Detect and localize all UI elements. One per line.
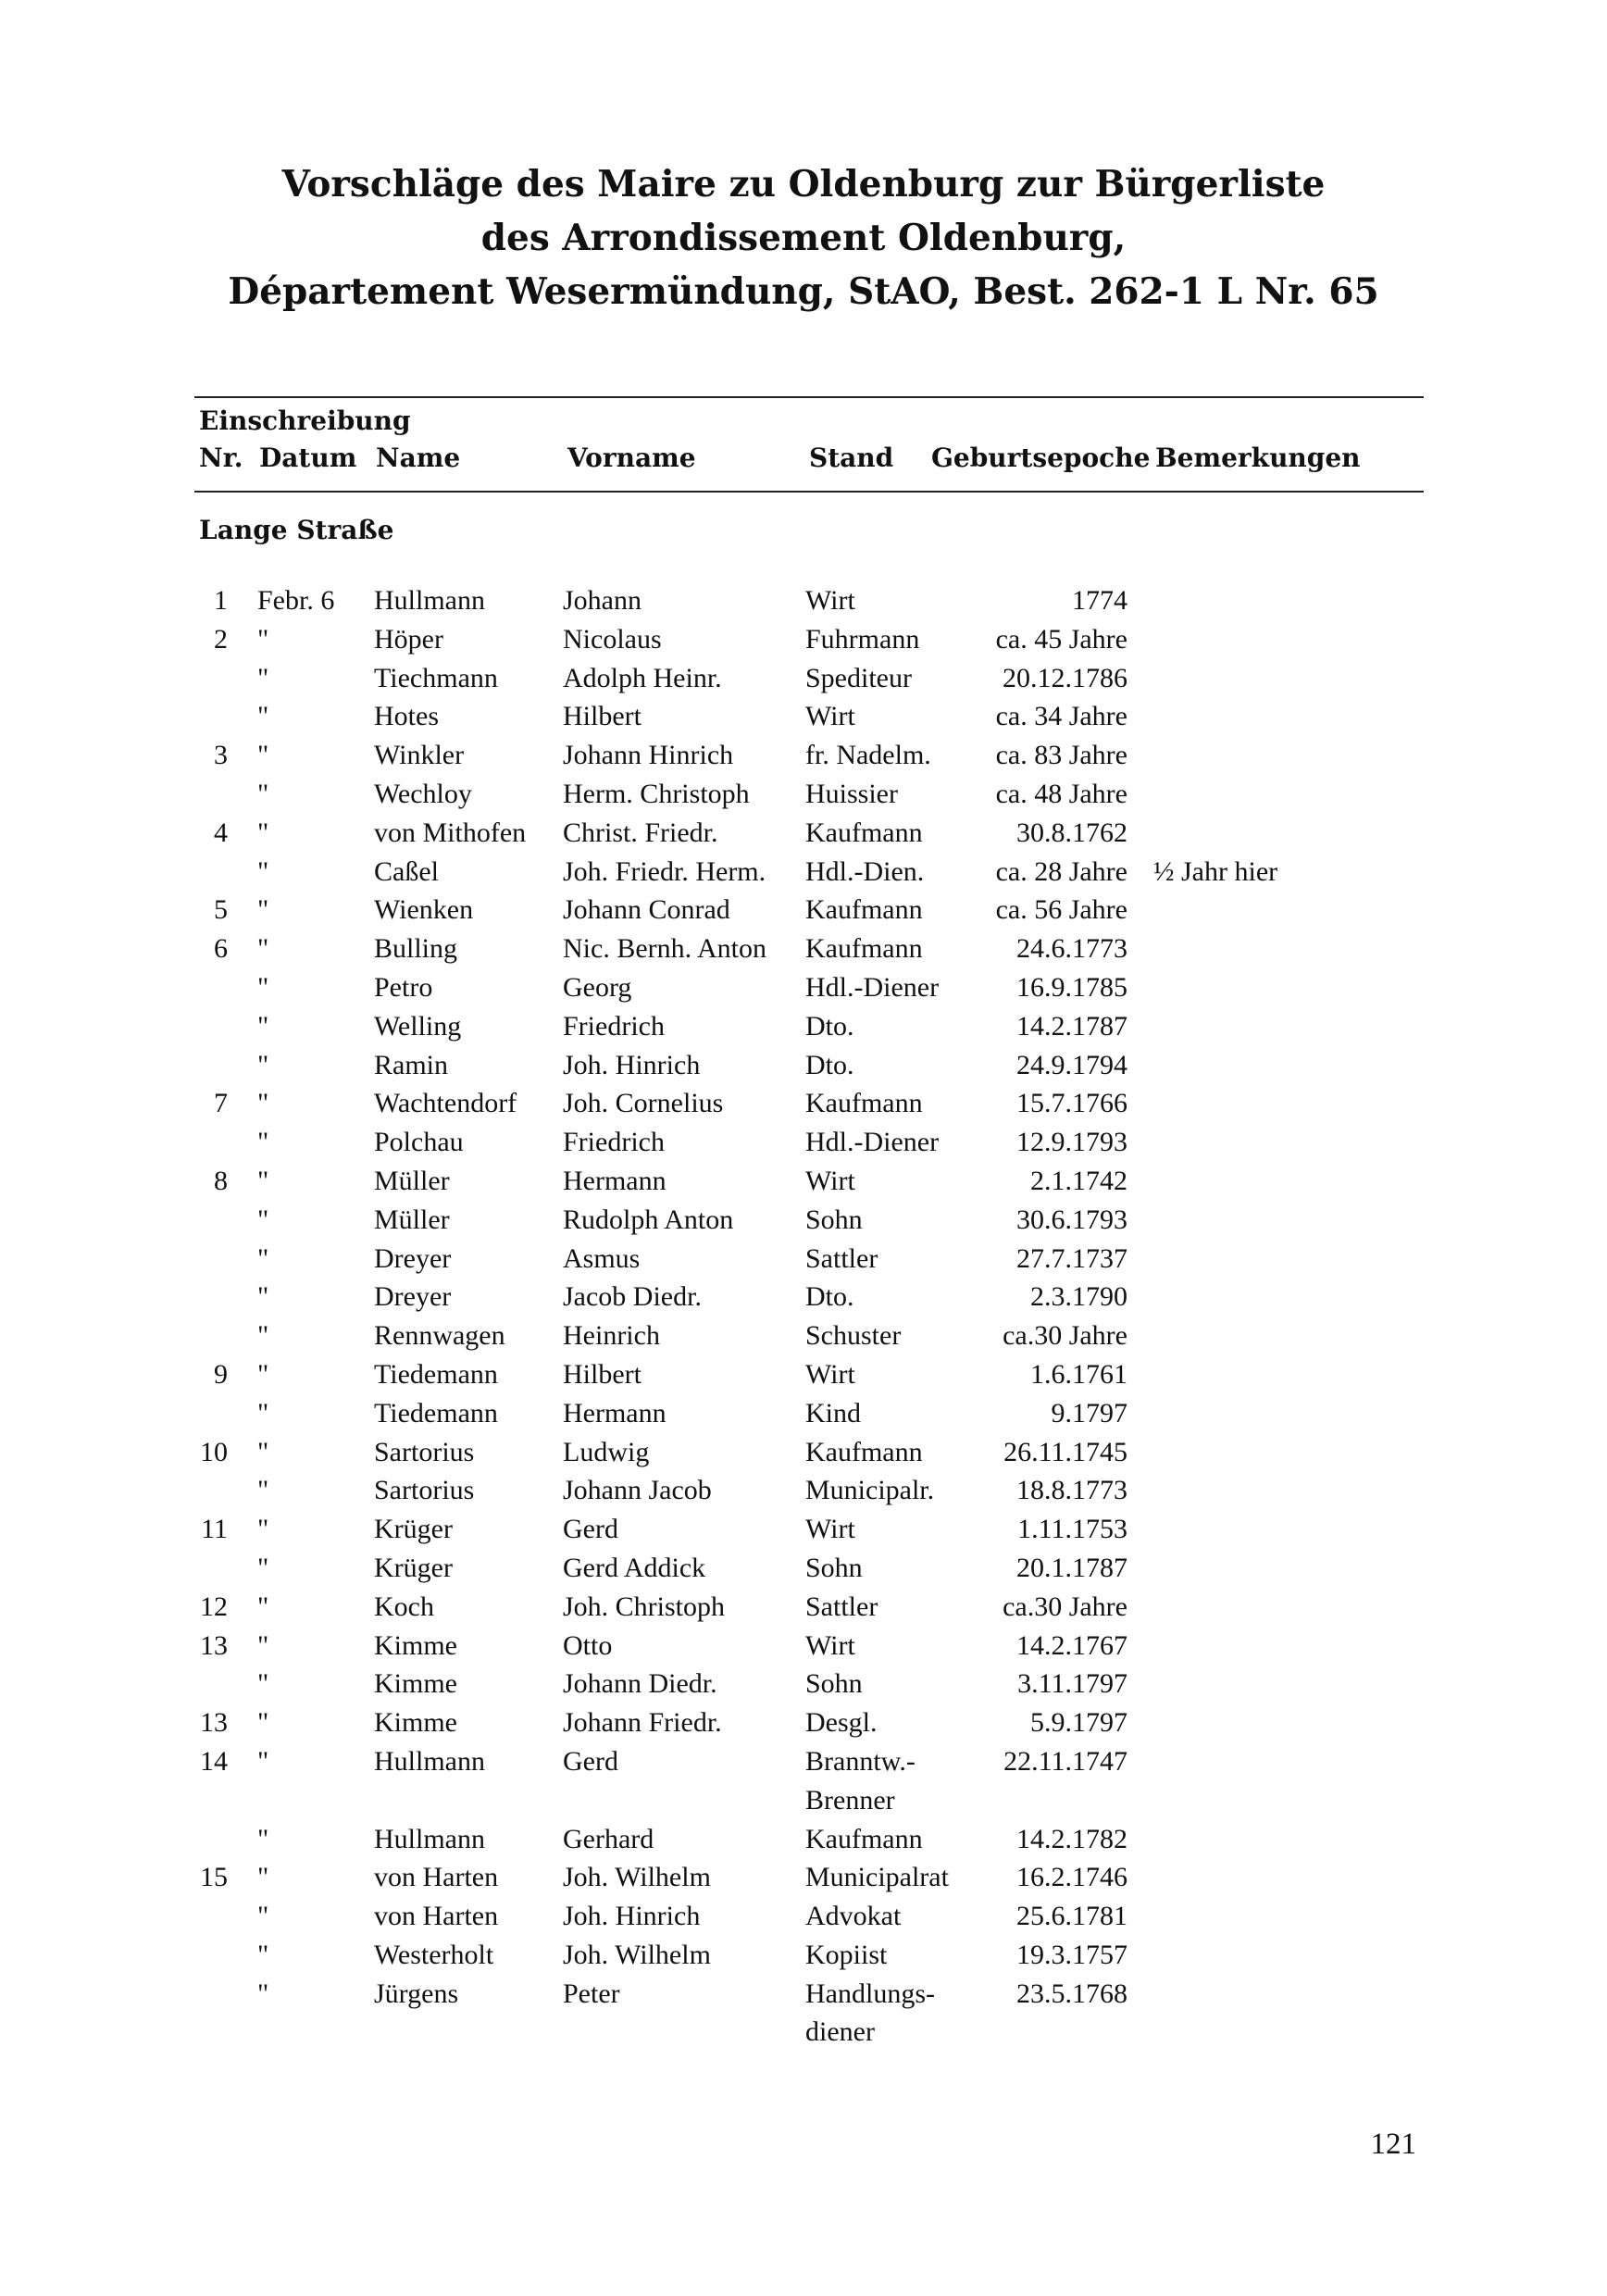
row-name: Bulling <box>374 933 458 965</box>
header-name: Name <box>376 443 461 473</box>
row-stand: Wirt <box>805 1514 855 1545</box>
table-row <box>0 1278 1607 1316</box>
row-vorname: Joh. Cornelius <box>563 1088 724 1119</box>
row-name: Höper <box>374 623 443 655</box>
row-stand: Wirt <box>805 701 855 732</box>
row-datum: " <box>257 623 269 655</box>
row-datum: " <box>257 1552 269 1583</box>
row-stand: Spediteur <box>805 662 912 693</box>
row-datum: " <box>257 1049 269 1080</box>
row-vorname: Heinrich <box>563 1320 660 1352</box>
row-vorname: Asmus <box>563 1242 641 1274</box>
row-datum: " <box>257 1978 269 2009</box>
row-geburtsepoche: ca. 56 Jahre <box>995 894 1127 926</box>
row-name: Jürgens <box>374 1978 459 2009</box>
row-geburtsepoche: 25.6.1781 <box>1016 1901 1127 1932</box>
table-row <box>0 968 1607 1007</box>
row-vorname: Gerd Addick <box>563 1552 706 1583</box>
table-row <box>0 1627 1607 1666</box>
row-stand: Wirt <box>805 1629 855 1661</box>
row-stand: Kaufmann <box>805 817 923 848</box>
row-nr: 10 <box>200 1436 228 1467</box>
row-nr: 4 <box>214 817 228 848</box>
table-row <box>0 1316 1607 1355</box>
row-datum: " <box>257 701 269 732</box>
row-datum: " <box>257 855 269 887</box>
row-stand: Dto. <box>805 1049 854 1080</box>
row-vorname: Joh. Hinrich <box>563 1049 701 1080</box>
row-nr: 5 <box>214 894 228 926</box>
row-nr: 14 <box>200 1745 228 1777</box>
row-bemerkungen: ½ Jahr hier <box>1153 855 1278 887</box>
row-datum: " <box>257 1436 269 1467</box>
header-stand: Stand <box>809 443 894 473</box>
row-vorname: Hermann <box>563 1165 666 1196</box>
row-geburtsepoche: 2.1.1742 <box>1030 1165 1127 1196</box>
row-datum: " <box>257 1745 269 1777</box>
row-stand: Sattler <box>805 1591 878 1622</box>
row-geburtsepoche: ca.30 Jahre <box>1003 1320 1127 1352</box>
page-number: 121 <box>1370 2128 1416 2161</box>
row-stand: Schuster <box>805 1320 902 1352</box>
row-datum: " <box>257 1862 269 1893</box>
row-name: Winkler <box>374 740 465 771</box>
row-name: von Harten <box>374 1901 499 1932</box>
table-row <box>0 1394 1607 1433</box>
row-name: Petro <box>374 971 433 1003</box>
table-row <box>0 1936 1607 1975</box>
row-geburtsepoche: 20.12.1786 <box>1003 662 1127 693</box>
row-datum: " <box>257 817 269 848</box>
row-stand: Sohn <box>805 1668 863 1700</box>
table-row <box>0 1703 1607 1742</box>
row-name: Kimme <box>374 1629 457 1661</box>
row-datum: " <box>257 662 269 693</box>
row-name: Polchau <box>374 1127 464 1158</box>
row-geburtsepoche: 26.11.1745 <box>1003 1436 1127 1467</box>
row-datum: " <box>257 1707 269 1739</box>
row-geburtsepoche: 27.7.1737 <box>1016 1242 1127 1274</box>
row-vorname: Johann <box>563 585 642 616</box>
row-vorname: Gerd <box>563 1514 618 1545</box>
row-stand: Sattler <box>805 1242 878 1274</box>
row-vorname: Friedrich <box>563 1127 665 1158</box>
row-nr: 7 <box>214 1088 228 1119</box>
row-name: Kimme <box>374 1707 457 1739</box>
row-nr: 1 <box>214 585 228 616</box>
row-name: Hullmann <box>374 1745 485 1777</box>
row-datum: " <box>257 933 269 965</box>
row-stand: Municipalrat <box>805 1862 949 1893</box>
row-datum: " <box>257 1668 269 1700</box>
row-stand: Dto. <box>805 1281 854 1313</box>
table-row <box>0 1433 1607 1472</box>
row-name: Sartorius <box>374 1436 475 1467</box>
row-vorname: Joh. Wilhelm <box>563 1862 711 1893</box>
row-stand: Sohn <box>805 1552 863 1583</box>
header-datum: Datum <box>259 443 357 473</box>
row-nr: 15 <box>200 1862 228 1893</box>
row-vorname: Johann Diedr. <box>563 1668 717 1700</box>
table-row <box>0 1665 1607 1703</box>
row-stand: Desgl. <box>805 1707 878 1739</box>
row-geburtsepoche: 2.3.1790 <box>1030 1281 1127 1313</box>
row-nr: 2 <box>214 623 228 655</box>
row-geburtsepoche: 30.8.1762 <box>1016 817 1127 848</box>
row-name: Westerholt <box>374 1939 494 1970</box>
table-row <box>0 1858 1607 1897</box>
row-vorname: Hermann <box>563 1397 666 1429</box>
row-geburtsepoche: 24.9.1794 <box>1016 1049 1127 1080</box>
row-name: Caßel <box>374 855 439 887</box>
row-stand: Kopiist <box>805 1939 888 1970</box>
row-vorname: Peter <box>563 1978 620 2009</box>
table-row <box>0 930 1607 968</box>
row-vorname: Hilbert <box>563 1358 642 1390</box>
row-geburtsepoche: 16.9.1785 <box>1016 971 1127 1003</box>
row-datum: " <box>257 1320 269 1352</box>
row-name: Wienken <box>374 894 474 926</box>
row-name: Tiechmann <box>374 662 498 693</box>
row-datum: " <box>257 1242 269 1274</box>
table-row <box>0 814 1607 853</box>
row-geburtsepoche: 19.3.1757 <box>1016 1939 1127 1970</box>
row-name: Tiedemann <box>374 1397 498 1429</box>
row-name: Hotes <box>374 701 439 732</box>
row-vorname: Joh. Wilhelm <box>563 1939 711 1970</box>
row-geburtsepoche: 9.1797 <box>1051 1397 1127 1429</box>
table-row <box>0 1355 1607 1394</box>
row-vorname: Otto <box>563 1629 613 1661</box>
row-vorname: Jacob Diedr. <box>563 1281 702 1313</box>
register-table <box>0 581 1607 2052</box>
row-geburtsepoche: 1.11.1753 <box>1017 1514 1127 1545</box>
row-vorname: Friedrich <box>563 1010 665 1042</box>
table-row <box>0 891 1607 930</box>
table-row <box>0 736 1607 775</box>
row-name: Hullmann <box>374 1823 485 1854</box>
row-datum: " <box>257 740 269 771</box>
row-datum: " <box>257 1475 269 1506</box>
table-row <box>0 581 1607 620</box>
row-stand: Huissier <box>805 778 898 809</box>
row-geburtsepoche: ca. 28 Jahre <box>995 855 1127 887</box>
row-nr: 13 <box>200 1707 228 1739</box>
table-row <box>0 1162 1607 1201</box>
row-vorname: Rudolph Anton <box>563 1204 734 1235</box>
row-vorname: Hilbert <box>563 701 642 732</box>
row-name: Müller <box>374 1204 450 1235</box>
row-geburtsepoche: 14.2.1787 <box>1016 1010 1127 1042</box>
table-row <box>0 1510 1607 1549</box>
table-row <box>0 697 1607 736</box>
row-datum: " <box>257 1088 269 1119</box>
row-stand: Wirt <box>805 1358 855 1390</box>
header-geburtsepoche: Geburtsepoche <box>931 443 1151 473</box>
table-row <box>0 1123 1607 1162</box>
row-name: Rennwagen <box>374 1320 505 1352</box>
table-row <box>0 775 1607 814</box>
row-vorname: Ludwig <box>563 1436 650 1467</box>
row-vorname: Johann Conrad <box>563 894 730 926</box>
table-row <box>0 620 1607 659</box>
row-geburtsepoche: ca. 45 Jahre <box>995 623 1127 655</box>
row-geburtsepoche: 5.9.1797 <box>1030 1707 1127 1739</box>
table-row <box>0 659 1607 698</box>
row-nr: 11 <box>201 1514 228 1545</box>
table-row <box>0 1046 1607 1085</box>
row-geburtsepoche: ca. 83 Jahre <box>995 740 1127 771</box>
row-stand: Handlungs-diener <box>805 1978 935 2048</box>
row-geburtsepoche: 22.11.1747 <box>1003 1745 1127 1777</box>
row-stand: Hdl.-Diener <box>805 971 940 1003</box>
row-stand: Kaufmann <box>805 1823 923 1854</box>
row-nr: 13 <box>200 1629 228 1661</box>
row-geburtsepoche: 20.1.1787 <box>1016 1552 1127 1583</box>
row-vorname: Nicolaus <box>563 623 662 655</box>
row-stand: Hdl.-Diener <box>805 1127 940 1158</box>
row-geburtsepoche: 24.6.1773 <box>1016 933 1127 965</box>
row-stand: Kaufmann <box>805 1088 923 1119</box>
row-stand: Municipalr. <box>805 1475 935 1506</box>
header-einschreibung: Einschreibung <box>199 406 411 436</box>
row-vorname: Joh. Friedr. Herm. <box>563 855 766 887</box>
table-row <box>0 1588 1607 1627</box>
table-row <box>0 1549 1607 1588</box>
row-name: Wechloy <box>374 778 472 809</box>
row-datum: " <box>257 894 269 926</box>
row-datum: " <box>257 1204 269 1235</box>
row-datum: Febr. 6 <box>257 585 335 616</box>
row-geburtsepoche: 12.9.1793 <box>1016 1127 1127 1158</box>
row-datum: " <box>257 1397 269 1429</box>
row-stand: Sohn <box>805 1204 863 1235</box>
section-title: Lange Straße <box>199 515 394 545</box>
table-row <box>0 1820 1607 1859</box>
row-datum: " <box>257 1939 269 1970</box>
header-vorname: Vorname <box>567 443 696 473</box>
row-name: Wachtendorf <box>374 1088 517 1119</box>
title-line-3: Département Wesermündung, StAO, Best. 262-1 L Nr. 65 <box>228 270 1379 313</box>
row-geburtsepoche: 16.2.1746 <box>1016 1862 1127 1893</box>
row-name: Dreyer <box>374 1242 452 1274</box>
table-row <box>0 853 1607 892</box>
row-name: Kimme <box>374 1668 457 1700</box>
title-line-2: des Arrondissement Oldenburg, <box>480 217 1127 259</box>
row-nr: 3 <box>214 740 228 771</box>
row-stand: fr. Nadelm. <box>805 740 931 771</box>
row-nr: 9 <box>214 1358 228 1390</box>
row-datum: " <box>257 1823 269 1854</box>
row-name: Koch <box>374 1591 434 1622</box>
row-vorname: Joh. Hinrich <box>563 1901 701 1932</box>
row-stand: Wirt <box>805 1165 855 1196</box>
row-geburtsepoche: 3.11.1797 <box>1017 1668 1127 1700</box>
row-name: Krüger <box>374 1552 453 1583</box>
row-vorname: Johann Hinrich <box>563 740 734 771</box>
row-vorname: Gerhard <box>563 1823 654 1854</box>
row-nr: 8 <box>214 1165 228 1196</box>
row-datum: " <box>257 971 269 1003</box>
row-geburtsepoche: ca.30 Jahre <box>1003 1591 1127 1622</box>
header-bottom-rule <box>194 491 1424 493</box>
row-datum: " <box>257 1165 269 1196</box>
row-stand: Fuhrmann <box>805 623 920 655</box>
row-stand: Kaufmann <box>805 894 923 926</box>
table-row <box>0 1471 1607 1510</box>
row-stand: Advokat <box>805 1901 902 1932</box>
row-stand: Kaufmann <box>805 933 923 965</box>
row-datum: " <box>257 1629 269 1661</box>
row-stand: Kind <box>805 1397 861 1429</box>
row-datum: " <box>257 1281 269 1313</box>
row-geburtsepoche: 15.7.1766 <box>1016 1088 1127 1119</box>
row-vorname: Joh. Christoph <box>563 1591 726 1622</box>
title-line-1: Vorschläge des Maire zu Oldenburg zur Bürgerliste <box>281 163 1326 206</box>
row-geburtsepoche: ca. 34 Jahre <box>995 701 1127 732</box>
row-name: Sartorius <box>374 1475 475 1506</box>
row-name: Tiedemann <box>374 1358 498 1390</box>
row-datum: " <box>257 1358 269 1390</box>
row-vorname: Adolph Heinr. <box>563 662 722 693</box>
row-geburtsepoche: 14.2.1767 <box>1016 1629 1127 1661</box>
row-name: Hullmann <box>374 585 485 616</box>
row-vorname: Christ. Friedr. <box>563 817 718 848</box>
row-datum: " <box>257 1591 269 1622</box>
header-top-rule <box>194 396 1424 398</box>
table-row <box>0 1897 1607 1936</box>
row-geburtsepoche: 23.5.1768 <box>1016 1978 1127 2009</box>
table-row <box>0 1084 1607 1123</box>
row-stand: Branntw.-Brenner <box>805 1745 916 1816</box>
row-geburtsepoche: 1.6.1761 <box>1030 1358 1127 1390</box>
row-vorname: Nic. Bernh. Anton <box>563 933 766 965</box>
header-nr: Nr. <box>199 443 243 473</box>
row-nr: 6 <box>214 933 228 965</box>
row-datum: " <box>257 1127 269 1158</box>
table-row <box>0 1975 1607 2053</box>
table-row <box>0 1007 1607 1046</box>
row-geburtsepoche: 30.6.1793 <box>1016 1204 1127 1235</box>
row-name: Krüger <box>374 1514 453 1545</box>
row-vorname: Johann Jacob <box>563 1475 712 1506</box>
row-datum: " <box>257 778 269 809</box>
page-title <box>0 157 1607 318</box>
row-name: von Mithofen <box>374 817 527 848</box>
row-vorname: Herm. Christoph <box>563 778 750 809</box>
table-row <box>0 1201 1607 1240</box>
row-vorname: Georg <box>563 971 632 1003</box>
row-datum: " <box>257 1901 269 1932</box>
row-stand: Dto. <box>805 1010 854 1042</box>
row-geburtsepoche: 1774 <box>1072 585 1127 616</box>
row-stand: Hdl.-Dien. <box>805 855 925 887</box>
row-datum: " <box>257 1514 269 1545</box>
row-datum: " <box>257 1010 269 1042</box>
row-geburtsepoche: 18.8.1773 <box>1016 1475 1127 1506</box>
header-bemerkungen: Bemerkungen <box>1155 443 1361 473</box>
row-name: Dreyer <box>374 1281 452 1313</box>
row-stand: Wirt <box>805 585 855 616</box>
row-name: von Harten <box>374 1862 499 1893</box>
table-row <box>0 1240 1607 1279</box>
row-nr: 12 <box>200 1591 228 1622</box>
row-geburtsepoche: 14.2.1782 <box>1016 1823 1127 1854</box>
row-stand: Kaufmann <box>805 1436 923 1467</box>
row-name: Welling <box>374 1010 462 1042</box>
row-name: Müller <box>374 1165 450 1196</box>
row-geburtsepoche: ca. 48 Jahre <box>995 778 1127 809</box>
table-row <box>0 1742 1607 1820</box>
row-vorname: Johann Friedr. <box>563 1707 722 1739</box>
row-name: Ramin <box>374 1049 448 1080</box>
row-vorname: Gerd <box>563 1745 618 1777</box>
